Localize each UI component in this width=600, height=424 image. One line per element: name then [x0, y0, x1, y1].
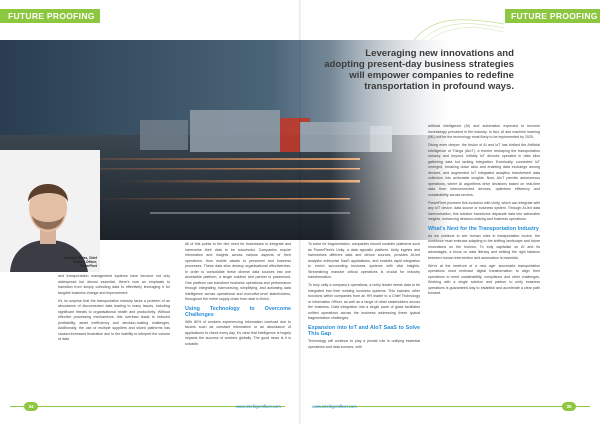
col2-paragraph-2: With 80% of workers experiencing information overload due to factors such as constant information or an abundance of applications to check every day, it's clear that intelligence is hugely impacts the success of workers globally. The good news is it is solvable.	[185, 319, 291, 346]
headline: Leveraging new innovations and adopting present-day business strategies will empower companies to redefine transportation in profound ways.	[324, 48, 514, 92]
col2-paragraph-1: All of this points to the dire need for businesses to integrate and harmonise their data to be successful. Companies require information and insights across various aspects of their operations, from mobile assets to personnel and business processes. These data silos destroy organisational effectiveness. In order to consolidate these diverse data sources into one accessible platform, a single solution and partner is paramount. One platform can transform business operations and performance through integrating, harmonising, simplifying, and activating data intelligence across operational and executive-level stakeholders, throughout the entire supply chain from start to finish.	[185, 242, 291, 301]
col4-paragraph-2: Diving even deeper, the fusion of AI and IoT has birthed the Artificial Intelligence of Things (AIoT), a frontier reshaping the transportation industry and beyond. Initially IoT devices operated in data silos gathering data but lacking integration. Eventually, connected IoT emerged, breaking down silos and enabling data exchange among devices, and augmented IoT integrated analytics transformed data collection into actionable insights. Now, AIoT permits autonomous operations, where AI algorithms drive decisions based on real-time data from interconnected devices, optimises efficiency and sustainability across sectors.	[428, 143, 540, 197]
page-spine	[299, 0, 301, 424]
column-1	[58, 274, 170, 345]
col2-heading: Using Technology to Overcome Challenges	[185, 305, 291, 318]
photo-caption	[57, 256, 97, 268]
caption-name: Jonathan Bates, Chief	[63, 256, 97, 260]
footer-url-left[interactable]: www.intelligentfleet.com	[236, 404, 281, 409]
section-tab-left: FUTURE PROOFING	[0, 9, 100, 23]
page-number-left: 34	[24, 402, 38, 411]
col3-paragraph-1: To solve for fragmentation, companies should consider platforms such as PowerFleet's Unity, a data agnostic platform. Unity ingests and harmonises different data and device sources, provides AI-led analytics enterprise SaaS applications, and enables rapid integration to enrich surrounding business systems with vital insights. Streamlining massive critical operations is crucial for industry transformation.	[308, 242, 420, 279]
column-4	[428, 124, 540, 300]
col4-paragraph-5: We're at the forefront of a new age: successful transportation operations must embrace digital transformation to align their operations to meet sustainability, compliance and other challenges. Working with a single solution and partner to unify business operations is guaranteed way to establish and accelerate a clear path forward.	[428, 263, 540, 296]
caption-role: Product Officer, PowerFleet	[73, 260, 97, 268]
col4-paragraph-4: As we continue to see human roles in transportation evolve, the workforce must embrace adapting to the shifting landscape and future innovations on the horizon. To truly capitalise on AI and its advantages, a focus on data literacy and striking the right balance between human intervention and automation is essential.	[428, 233, 540, 260]
col3-paragraph-3: Technology will continue to play a pivotal role in unifying essential operations and data sources, with	[308, 339, 420, 349]
footer-url-right[interactable]: www.intelligentfleet.com	[312, 404, 357, 409]
page-number-right: 35	[562, 402, 576, 411]
col4-paragraph-1: artificial intelligence (AI) and automation expected to become increasingly prevalent in the industry. In fact, AI and machine learning (ML) will be the technology most likely to be implemented by 2025.	[428, 124, 540, 139]
column-2	[185, 242, 291, 350]
col3-paragraph-2: To truly unify a company's operations, a richly leader needs data to be integrated into their existing business systems. This includes other functions within companies from an HR leader to a Chief Technology or Information Officer, as well as a range of other stakeholders across the business. Data integration into a single pane of glass facilitates unified operations across the business addressing these typical fragmentation challenges.	[308, 283, 420, 321]
portrait-photo	[0, 150, 100, 272]
section-tab-right: FUTURE PROOFING	[505, 9, 600, 23]
col1-paragraph-2: It's no surprise that the transportation industry faces a problem of an abundance of disconnected data leading to many issues, including significant threats to organisational health and productivity. Without effective processing mechanisms, this overload leads to reduced profitability, asset inefficiency and decision-making challenges. Additionally, the use of multiple suppliers and siloed platforms has caused increased frustration due to the inability to interpret the volume of data	[58, 298, 170, 342]
column-3	[308, 242, 420, 353]
col4-heading: What's Next for the Transportation Industry	[428, 225, 539, 232]
col3-heading: Expansion into IoT and AIoT SaaS to Solve This Gap	[308, 324, 420, 337]
col1-paragraph-1: and transportation management systems have become not only widespread but almost essential, there's now an emphasis to transition from simply collecting data to effectively leveraging it for tangible business change and improvement.	[58, 274, 170, 295]
col4-paragraph-3: PowerFleet pioneers this evolution with Unity, which can integrate with any IoT device, data source or business system. Through AI-led data harmonisation, this solution transforms disparate data into actionable insights, enhancing decision-making and business operations.	[428, 200, 540, 222]
